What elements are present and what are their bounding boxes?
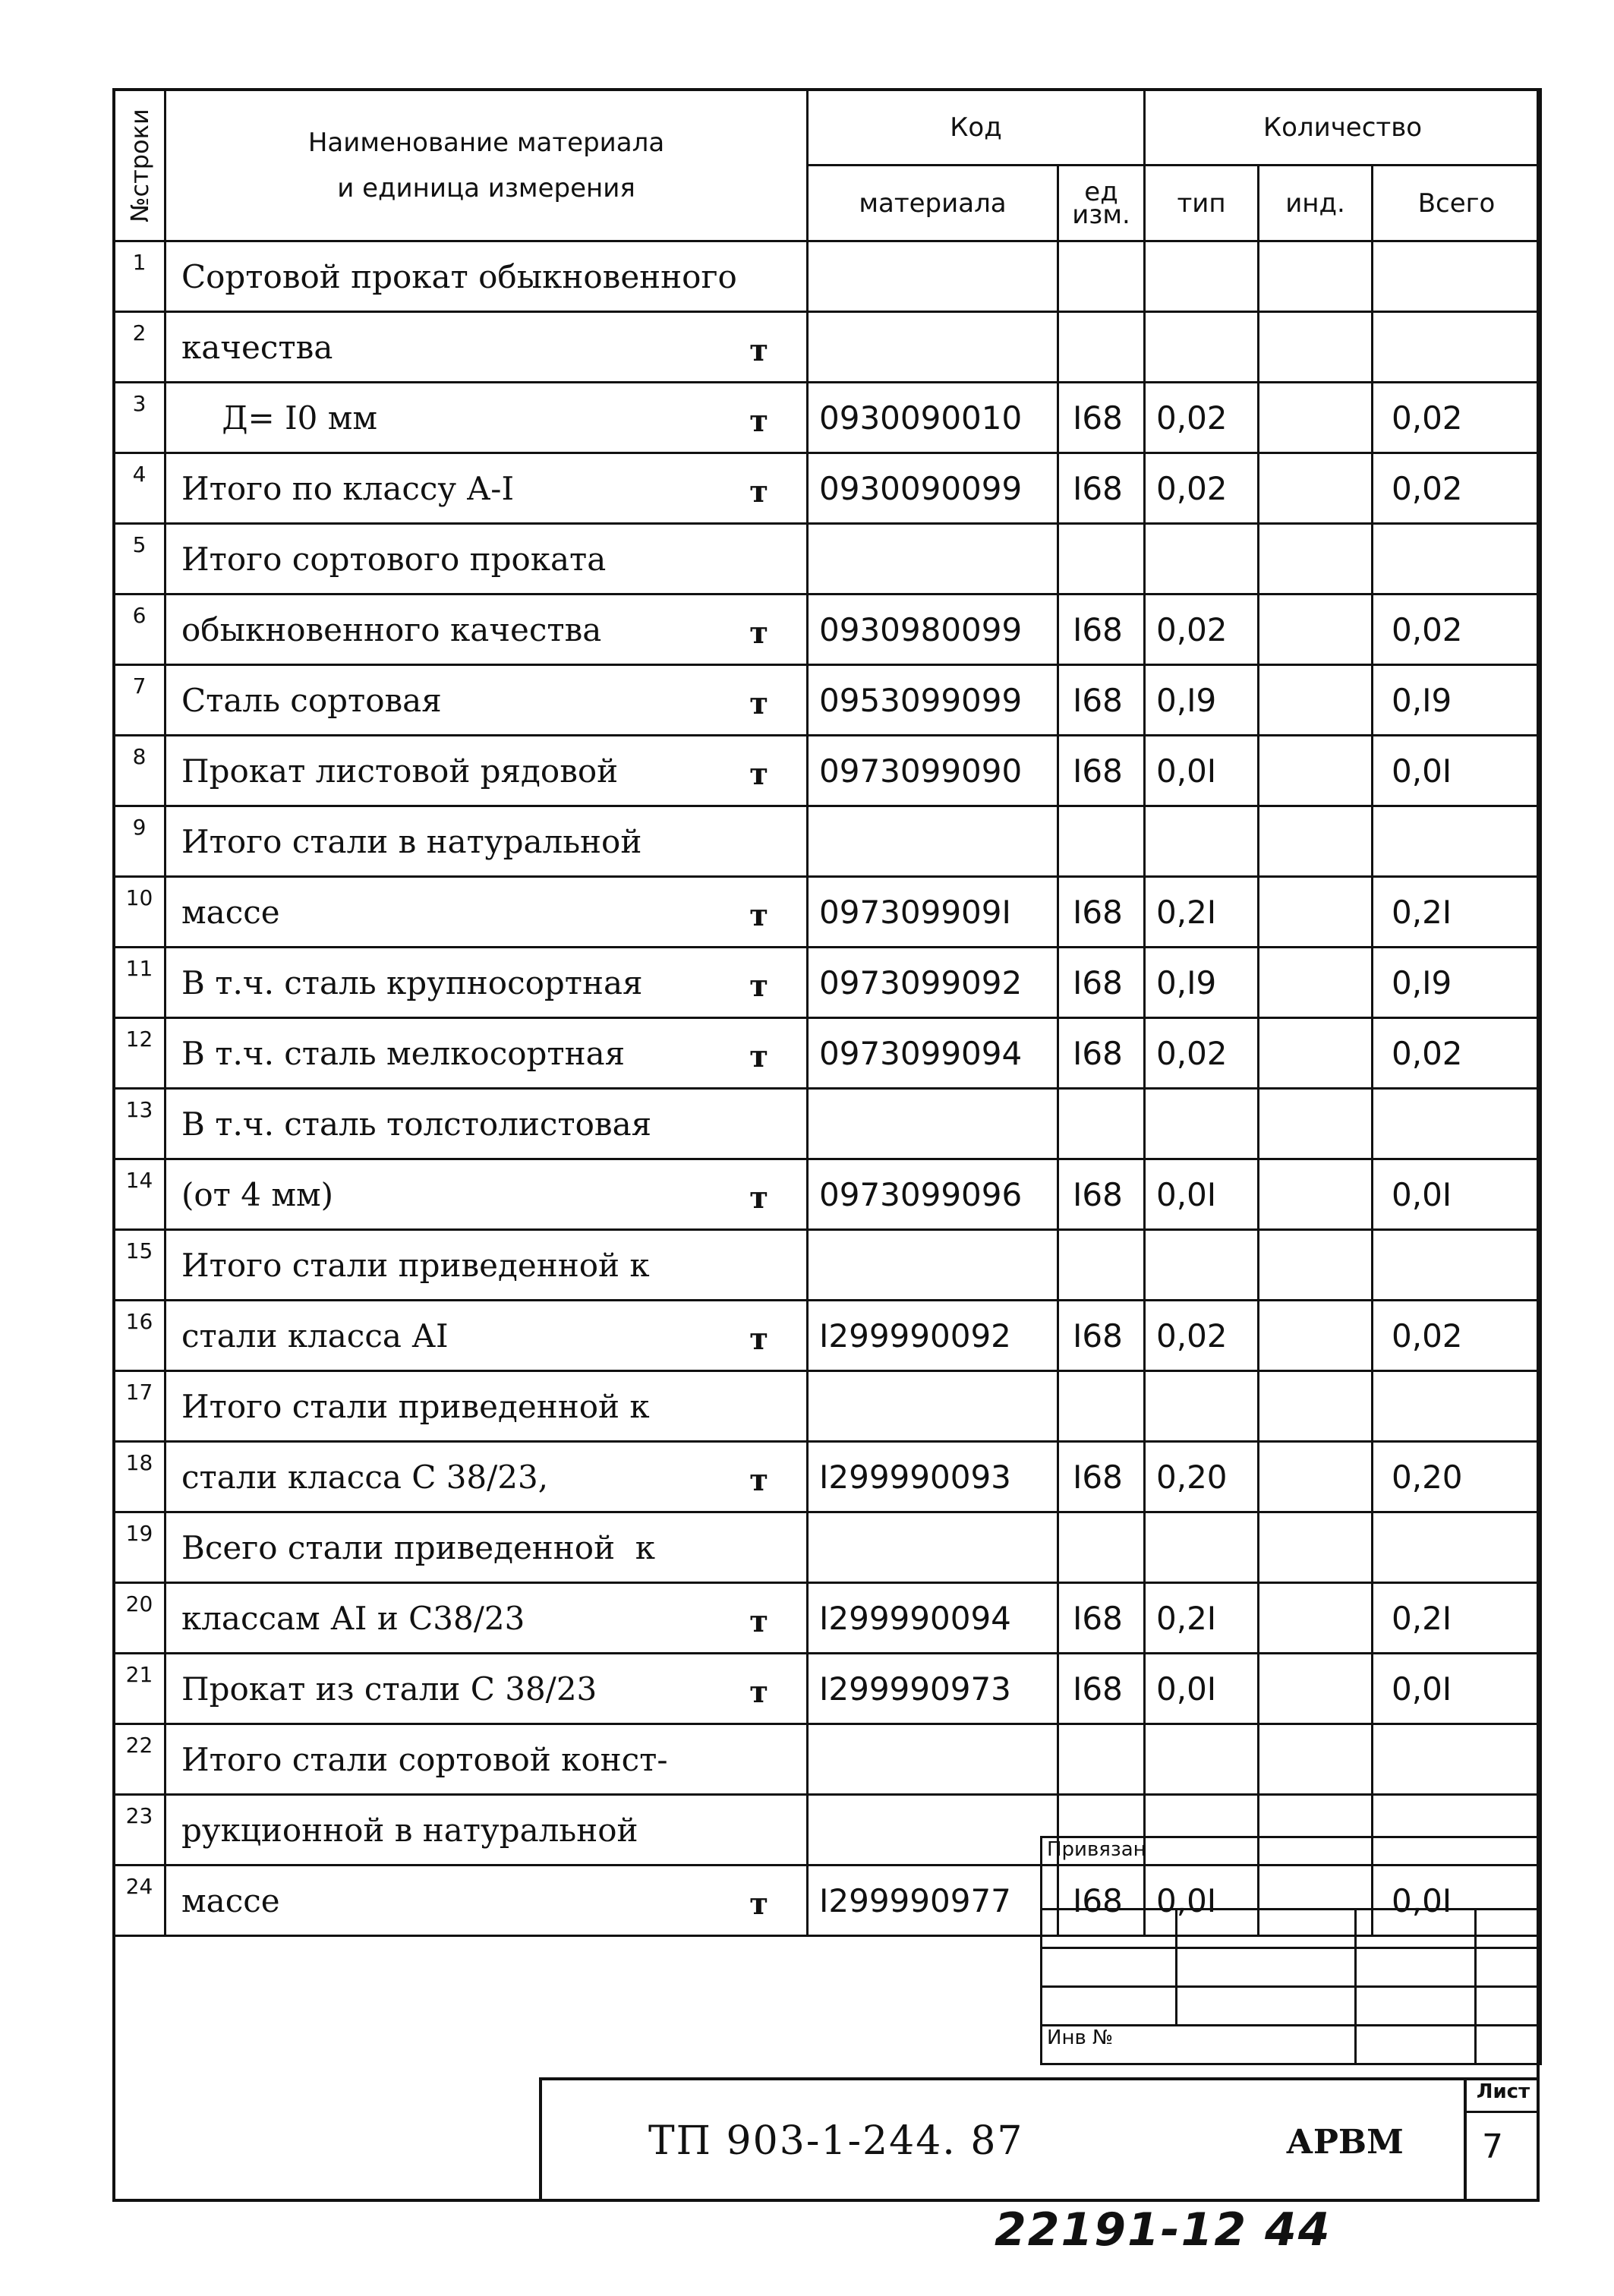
header-unit [1058,166,1145,241]
material-name-text: Итого стали в натуральной [181,822,642,860]
material-code: I299990093 [808,1442,1058,1512]
unit-code [1058,1512,1145,1583]
row-number: 24 [114,1866,165,1936]
material-code [808,1089,1058,1159]
quantity-total [1373,1230,1541,1301]
quantity-ind [1259,1159,1373,1230]
unit-code [1058,1089,1145,1159]
unit-code: I68 [1058,1654,1145,1724]
material-code: I299990094 [808,1583,1058,1654]
row-number: 15 [114,1230,165,1301]
table-row [114,594,1541,665]
row-number: 9 [114,806,165,877]
quantity-ind [1259,383,1373,453]
quantity-typ: 0,02 [1145,594,1259,665]
unit-code [1058,312,1145,383]
material-code: I299990977 [808,1866,1058,1936]
table-row [114,1724,1541,1795]
material-code [808,1512,1058,1583]
material-name [165,1512,808,1583]
material-name-text: качества [181,328,333,366]
quantity-typ [1145,312,1259,383]
quantity-ind [1259,948,1373,1018]
unit-mark: т [749,333,768,369]
material-name [165,1724,808,1795]
stamp-inv-label: Инв № [1042,2026,1356,2064]
quantity-total: 0,0I [1373,1654,1541,1724]
row-number: 16 [114,1301,165,1371]
unit-mark: т [749,1674,768,1711]
material-code: I299990973 [808,1654,1058,1724]
unit-code: I68 [1058,453,1145,524]
table-row [114,948,1541,1018]
quantity-total: 0,0I [1373,1159,1541,1230]
quantity-ind [1259,806,1373,877]
unit-code [1058,241,1145,312]
material-name-text: обыкновенного качества [181,610,602,648]
table-row [114,1654,1541,1724]
unit-code: I68 [1058,594,1145,665]
material-name [165,1654,808,1724]
material-name-text: Прокат листовой рядовой [181,752,619,790]
quantity-typ [1145,1230,1259,1301]
unit-code: I68 [1058,1583,1145,1654]
material-name [165,1159,808,1230]
unit-mark: т [749,897,768,934]
header-quantity: Количество [1145,90,1541,166]
table-row [114,453,1541,524]
material-name-text: массе [181,1881,280,1919]
material-name [165,665,808,736]
quantity-typ: 0,0I [1145,736,1259,806]
material-name-text: Итого стали приведенной к [181,1387,650,1425]
material-name [165,1089,808,1159]
unit-code: I68 [1058,948,1145,1018]
quantity-ind [1259,1301,1373,1371]
material-code: 0930090099 [808,453,1058,524]
material-name-text: Итого по классу А-I [181,469,515,507]
quantity-total: 0,I9 [1373,665,1541,736]
title-block [539,2077,1540,2202]
row-number: 1 [114,241,165,312]
unit-code: I68 [1058,1159,1145,1230]
row-number: 22 [114,1724,165,1795]
unit-mark: т [749,968,768,1004]
quantity-ind [1259,1230,1373,1301]
material-name-text: стали класса АI [181,1317,449,1355]
quantity-ind [1259,453,1373,524]
material-name [165,594,808,665]
table-row [114,1018,1541,1089]
row-number: 13 [114,1089,165,1159]
material-name-text: стали класса С 38/23, [181,1458,549,1496]
table-row [114,1442,1541,1512]
material-code [808,1724,1058,1795]
unit-code: I68 [1058,383,1145,453]
quantity-typ [1145,241,1259,312]
quantity-typ [1145,1512,1259,1583]
row-number: 3 [114,383,165,453]
header-name-line2: и единица измерения [337,172,635,203]
quantity-total: 0,02 [1373,383,1541,453]
header-code: Код [808,90,1145,166]
material-name [165,948,808,1018]
quantity-ind [1259,524,1373,594]
material-name-text: В т.ч. сталь крупносортная [181,964,643,1001]
material-name [165,241,808,312]
material-code: 0973099092 [808,948,1058,1018]
header-unit-line2: изм. [1072,199,1130,230]
material-name [165,1866,808,1936]
material-name-text: классам АI и С38/23 [181,1599,525,1637]
material-name [165,1371,808,1442]
quantity-total: 0,02 [1373,1301,1541,1371]
material-name-text: (от 4 мм) [181,1175,334,1213]
sheet-label: Лист [1467,2080,1540,2113]
quantity-typ: 0,0I [1145,1159,1259,1230]
row-number: 20 [114,1583,165,1654]
material-name [165,736,808,806]
material-name-text: В т.ч. сталь толстолистовая [181,1105,652,1143]
quantity-total: 0,2I [1373,1583,1541,1654]
material-name [165,877,808,948]
unit-mark: т [749,1039,768,1075]
unit-mark: т [749,1321,768,1358]
table-row [114,1301,1541,1371]
material-code: 0930090010 [808,383,1058,453]
quantity-typ [1145,806,1259,877]
material-name-text: рукционной в натуральной [181,1811,638,1849]
table-row [114,665,1541,736]
quantity-total: 0,0I [1373,1866,1541,1936]
quantity-total: 0,0I [1373,736,1541,806]
quantity-total: 0,02 [1373,453,1541,524]
unit-mark: т [749,756,768,793]
material-code [808,1371,1058,1442]
quantity-ind [1259,241,1373,312]
material-code [808,524,1058,594]
material-name [165,383,808,453]
unit-mark: т [749,686,768,722]
quantity-ind [1259,1512,1373,1583]
quantity-typ: 0,02 [1145,383,1259,453]
header-unit-line1: ед [1084,176,1118,207]
unit-mark: т [749,474,768,510]
row-number: 7 [114,665,165,736]
row-number: 18 [114,1442,165,1512]
header-name-line1: Наименование материала [307,127,665,158]
material-code: 0973099094 [808,1018,1058,1089]
header-total: Всего [1373,166,1541,241]
table-row [114,1089,1541,1159]
quantity-typ: 0,0I [1145,1866,1259,1936]
material-name [165,1018,808,1089]
header-material-code: материала [808,166,1058,241]
material-name [165,1442,808,1512]
material-name [165,1230,808,1301]
table-row [114,312,1541,383]
material-code [808,1795,1058,1866]
table-row [114,1371,1541,1442]
quantity-ind [1259,665,1373,736]
material-code: 097309909I [808,877,1058,948]
quantity-total [1373,524,1541,594]
material-code [808,312,1058,383]
quantity-ind [1259,1724,1373,1795]
quantity-total [1373,1089,1541,1159]
material-code: 0973099090 [808,736,1058,806]
quantity-typ [1145,1371,1259,1442]
material-name [165,312,808,383]
unit-mark: т [749,1604,768,1640]
row-number: 5 [114,524,165,594]
unit-mark: т [749,1180,768,1216]
unit-code: I68 [1058,1018,1145,1089]
quantity-ind [1259,1371,1373,1442]
quantity-ind [1259,1018,1373,1089]
quantity-total: 0,02 [1373,594,1541,665]
unit-code: I68 [1058,1301,1145,1371]
material-name [165,1301,808,1371]
quantity-ind [1259,1442,1373,1512]
quantity-typ: 0,2I [1145,1583,1259,1654]
quantity-ind [1259,877,1373,948]
quantity-ind [1259,312,1373,383]
materials-spec-table [112,88,1542,1937]
binding-stamp [1040,1836,1542,2065]
table-row [114,736,1541,806]
quantity-typ [1145,1724,1259,1795]
table-row [114,877,1541,948]
material-name-text: Сталь сортовая [181,681,442,719]
table-row [114,1512,1541,1583]
table-row [114,1230,1541,1301]
material-name-text: Итого стали приведенной к [181,1246,650,1284]
row-number: 19 [114,1512,165,1583]
row-number: 23 [114,1795,165,1866]
table-row [114,1583,1541,1654]
quantity-typ: 0,0I [1145,1654,1259,1724]
sheet-cell [1464,2080,1540,2202]
header-typ: тип [1145,166,1259,241]
stamp-bound-label: Привязан [1042,1837,1541,1910]
table-row [114,524,1541,594]
unit-code: I68 [1058,736,1145,806]
archive-number: 22191-12 44 [995,2203,1332,2257]
quantity-total: 0,I9 [1373,948,1541,1018]
header-row-number-label: №строки [125,108,154,222]
quantity-typ: 0,I9 [1145,665,1259,736]
quantity-ind [1259,736,1373,806]
unit-code [1058,524,1145,594]
material-name [165,453,808,524]
unit-mark: т [749,1886,768,1922]
header-ind: инд. [1259,166,1373,241]
unit-mark: т [749,1462,768,1499]
row-number: 10 [114,877,165,948]
row-number: 6 [114,594,165,665]
document-mark: АРВМ [1286,2123,1404,2162]
quantity-typ: 0,02 [1145,1301,1259,1371]
quantity-total: 0,2I [1373,877,1541,948]
material-name-text: Сортовой прокат обыкновенного [181,257,737,295]
quantity-typ [1145,1089,1259,1159]
material-name-text: Итого сортового проката [181,540,607,578]
row-number: 17 [114,1371,165,1442]
unit-code: I68 [1058,1866,1145,1936]
header-material-name [165,90,808,241]
quantity-ind [1259,1654,1373,1724]
material-name-text: Д= I0 мм [181,399,378,437]
quantity-typ: 0,02 [1145,1018,1259,1089]
document-code: ТП 903-1-244. 87 [648,2118,1024,2164]
row-number: 8 [114,736,165,806]
row-number: 14 [114,1159,165,1230]
quantity-total [1373,1371,1541,1442]
quantity-ind [1259,594,1373,665]
sheet-number: 7 [1482,2127,1503,2166]
table-row [114,806,1541,877]
quantity-total [1373,241,1541,312]
material-code: 0953099099 [808,665,1058,736]
quantity-ind [1259,1089,1373,1159]
table-row [114,383,1541,453]
table-row [114,1159,1541,1230]
material-name-text: Итого стали сортовой конст- [181,1740,668,1778]
quantity-typ: 0,2I [1145,877,1259,948]
material-name-text: Прокат из стали С 38/23 [181,1670,597,1708]
quantity-typ: 0,02 [1145,453,1259,524]
quantity-total [1373,312,1541,383]
material-code: 0930980099 [808,594,1058,665]
material-code: I299990092 [808,1301,1058,1371]
unit-mark: т [749,615,768,651]
material-name [165,1795,808,1866]
unit-mark: т [749,403,768,440]
material-name-text: Всего стали приведенной к [181,1528,656,1566]
material-name-text: массе [181,893,280,931]
material-name-text: В т.ч. сталь мелкосортная [181,1034,626,1072]
material-name [165,806,808,877]
material-code: 0973099096 [808,1159,1058,1230]
row-number: 12 [114,1018,165,1089]
material-name [165,524,808,594]
row-number: 11 [114,948,165,1018]
quantity-typ: 0,20 [1145,1442,1259,1512]
quantity-typ: 0,I9 [1145,948,1259,1018]
quantity-total: 0,20 [1373,1442,1541,1512]
material-code [808,241,1058,312]
table-row [114,241,1541,312]
unit-code [1058,1724,1145,1795]
unit-code [1058,1371,1145,1442]
unit-code: I68 [1058,665,1145,736]
material-code [808,806,1058,877]
quantity-total [1373,806,1541,877]
quantity-total [1373,1724,1541,1795]
row-number: 2 [114,312,165,383]
unit-code: I68 [1058,877,1145,948]
quantity-typ [1145,524,1259,594]
material-code [808,1230,1058,1301]
quantity-total: 0,02 [1373,1018,1541,1089]
quantity-ind [1259,1583,1373,1654]
unit-code [1058,1230,1145,1301]
row-number: 21 [114,1654,165,1724]
header-row-number [114,90,165,241]
quantity-total [1373,1512,1541,1583]
unit-code: I68 [1058,1442,1145,1512]
unit-code [1058,806,1145,877]
material-name [165,1583,808,1654]
row-number: 4 [114,453,165,524]
